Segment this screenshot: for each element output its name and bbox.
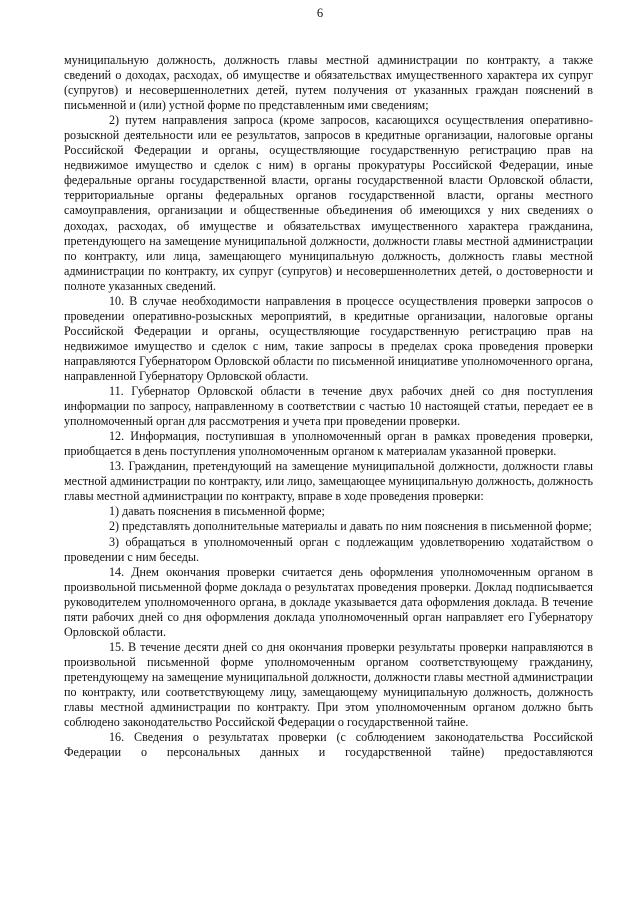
paragraph-continuation: муниципальную должность, должность главы местной администрации по контракту, а также сведений о доходах, расходах, об имуществе и обязательствах имущественного характера их супруг (супругов) и несовершеннолетних детей, путем получения от указанных граждан пояснений в письменной и (или) устной форме по представленным ими сведениям; (64, 53, 593, 113)
paragraph-16: 16. Сведения о результатах проверки (с соблюдением законодательства Российской Федерации о персональных данных и государственной тайне) предоставляются (64, 730, 593, 760)
paragraph-10: 10. В случае необходимости направления в процессе осуществления проверки запросов о проведении оперативно-розыскных мероприятий, в кредитные организации, налоговые органы Российской Федерации и органы, осуществляющие государственную регистрацию прав на недвижимое имущество и сделок с ним, такие запросы в пределах срока проведения проверки направляются Губернатором Орловской области по письменной инициативе уполномоченного органа, направленной Губернатору Орловской области. (64, 293, 593, 383)
paragraph-13: 13. Гражданин, претендующий на замещение муниципальной должности, должности главы местной администрации по контракту, или лицо, замещающее муниципальную должность, должность главы местной администрации по контракту, вправе в ходе проведения проверки: (64, 459, 593, 504)
paragraph-item-2: 2) путем направления запроса (кроме запросов, касающихся осуществления оперативно-розыскной деятельности или ее результатов, запросов в кредитные организации, налоговые органы Российской Федерации и органы, осуществляющие государственную регистрацию прав на недвижимое имущество и сделок с ним) в органы прокуратуры Российской Федерации, иные федеральные органы государственной власти, органы государственной власти Орловской области, территориальные органы федеральных органов государственной власти, органы местного самоуправления, организации и общественные объединения об имеющихся у них сведениях о доходах, расходах, об имуществе и обязательствах имущественного характера гражданина, претендующего на замещение муниципальной должности, должности главы местной администрации по контракту, или лица, замещающего муниципальную должность, должность главы местной администрации по контракту, их супруг (супругов) и несовершеннолетних детей, о достоверности и полноте указанных сведений. (64, 113, 593, 293)
paragraph-14: 14. Днем окончания проверки считается день оформления уполномоченным органом в произвольной письменной форме доклада о результатах проведения проверки. Доклад подписывается руководителем уполномоченного органа, в докладе указывается дата оформления доклада. В течение пяти рабочих дней со дня оформления доклада уполномоченный орган направляет его Губернатору Орловской области. (64, 564, 593, 639)
page-number: 6 (316, 6, 324, 20)
paragraph-13-item-2: 2) представлять дополнительные материалы и давать по ним пояснения в письменной форме; (109, 519, 592, 534)
paragraph-13-item-1: 1) давать пояснения в письменной форме; (109, 504, 325, 519)
paragraph-15: 15. В течение десяти дней со дня окончания проверки результаты проверки направляются в произвольной письменной форме уполномоченным органом соответствующему гражданину, претендующему на замещение муниципальной должности, должности главы местной администрации по контракту, или соответствующему лицу, замещающему муниципальную должность, должность главы местной администрации по контракту. При этом уполномоченным органом должно быть соблюдено законодательство Российской Федерации о государственной тайне. (64, 639, 593, 730)
paragraph-11: 11. Губернатор Орловской области в течение двух рабочих дней со дня поступления информации по запросу, направленному в соответствии с частью 10 настоящей статьи, передает ее в уполномоченный орган для рассмотрения и учета при проведении проверки. (64, 384, 593, 429)
paragraph-13-item-3: 3) обращаться в уполномоченный орган с подлежащим удовлетворению ходатайством о проведении с ним беседы. (64, 534, 593, 564)
document-body (64, 53, 593, 760)
paragraph-12: 12. Информация, поступившая в уполномоченный орган в рамках проведения проверки, приобщается в день поступления уполномоченным органом к материалам указанной проверки. (64, 429, 593, 459)
